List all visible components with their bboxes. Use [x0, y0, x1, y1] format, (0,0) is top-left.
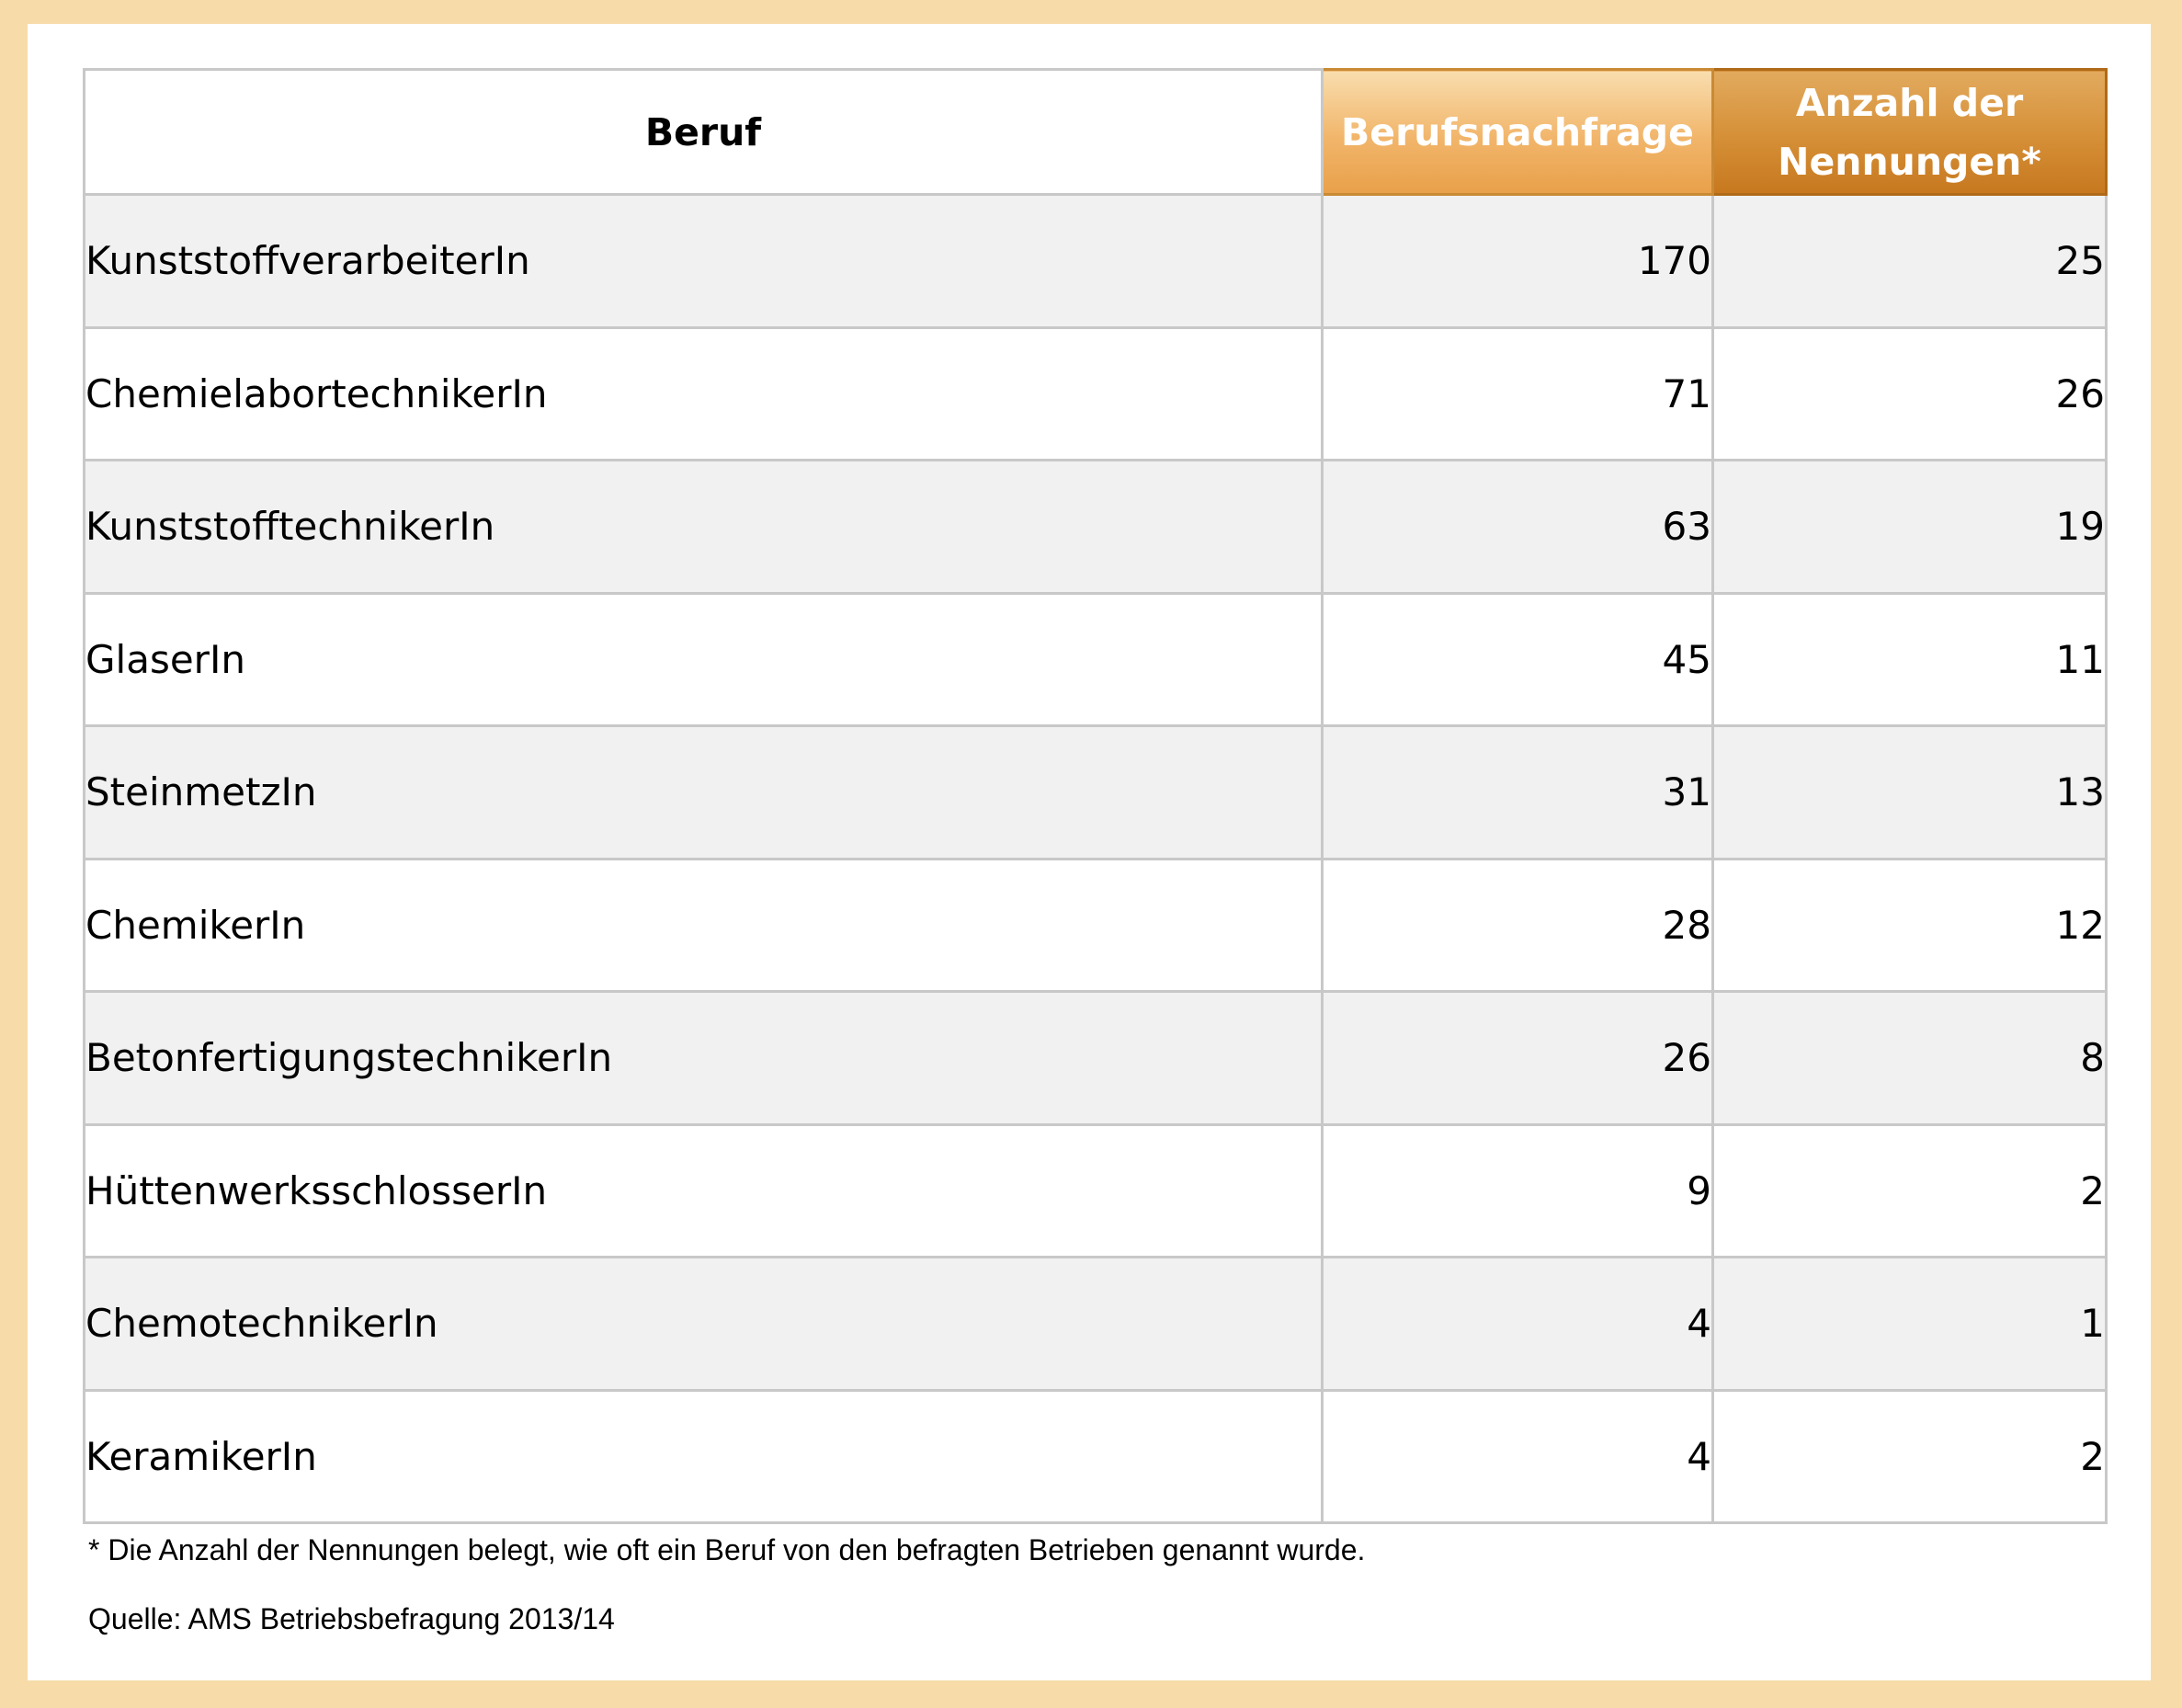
- cell-berufsnachfrage: 63: [1323, 461, 1713, 594]
- cell-nennungen: 13: [1713, 726, 2107, 860]
- cell-berufsnachfrage: 31: [1323, 726, 1713, 860]
- cell-beruf: KeramikerIn: [85, 1390, 1323, 1523]
- cell-nennungen: 1: [1713, 1258, 2107, 1391]
- table-row: [85, 1390, 2107, 1523]
- cell-berufsnachfrage: 45: [1323, 593, 1713, 726]
- header-nennungen-line1: Anzahl der: [1795, 80, 2024, 125]
- header-beruf: Beruf: [85, 70, 1323, 195]
- cell-nennungen: 19: [1713, 461, 2107, 594]
- cell-beruf: ChemielabortechnikerIn: [85, 327, 1323, 461]
- table-row: [85, 461, 2107, 594]
- cell-berufsnachfrage: 4: [1323, 1390, 1713, 1523]
- table-row: [85, 859, 2107, 992]
- cell-beruf: SteinmetzIn: [85, 726, 1323, 860]
- cell-beruf: ChemikerIn: [85, 859, 1323, 992]
- table-row: [85, 195, 2107, 328]
- cell-beruf: KunststofftechnikerIn: [85, 461, 1323, 594]
- cell-beruf: ChemotechnikerIn: [85, 1258, 1323, 1391]
- header-berufsnachfrage: Berufsnachfrage: [1323, 70, 1713, 195]
- table-row: [85, 992, 2107, 1125]
- cell-nennungen: 26: [1713, 327, 2107, 461]
- table-row: [85, 593, 2107, 726]
- table-row: [85, 1124, 2107, 1258]
- cell-berufsnachfrage: 170: [1323, 195, 1713, 328]
- header-nennungen-line2: Nennungen*: [1778, 139, 2041, 184]
- cell-nennungen: 11: [1713, 593, 2107, 726]
- cell-beruf: GlaserIn: [85, 593, 1323, 726]
- cell-beruf: HüttenwerksschlosserIn: [85, 1124, 1323, 1258]
- footnote: * Die Anzahl der Nennungen belegt, wie oft ein Beruf von den befragten Betrieben genannt wurde.: [88, 1533, 1366, 1566]
- cell-nennungen: 8: [1713, 992, 2107, 1125]
- cell-nennungen: 12: [1713, 859, 2107, 992]
- header-anzahl-nennungen: [1713, 70, 2107, 195]
- header-row: [85, 70, 2107, 195]
- table-card: [28, 24, 2151, 1680]
- cell-beruf: KunststoffverarbeiterIn: [85, 195, 1323, 328]
- cell-berufsnachfrage: 4: [1323, 1258, 1713, 1391]
- cell-nennungen: 25: [1713, 195, 2107, 328]
- table-row: [85, 327, 2107, 461]
- cell-berufsnachfrage: 26: [1323, 992, 1713, 1125]
- source-note: Quelle: AMS Betriebsbefragung 2013/14: [88, 1602, 615, 1635]
- cell-nennungen: 2: [1713, 1390, 2107, 1523]
- cell-beruf: BetonfertigungstechnikerIn: [85, 992, 1323, 1125]
- table-row: [85, 726, 2107, 860]
- cell-berufsnachfrage: 9: [1323, 1124, 1713, 1258]
- cell-berufsnachfrage: 28: [1323, 859, 1713, 992]
- table-row: [85, 1258, 2107, 1391]
- cell-berufsnachfrage: 71: [1323, 327, 1713, 461]
- berufe-table: [83, 68, 2108, 1524]
- cell-nennungen: 2: [1713, 1124, 2107, 1258]
